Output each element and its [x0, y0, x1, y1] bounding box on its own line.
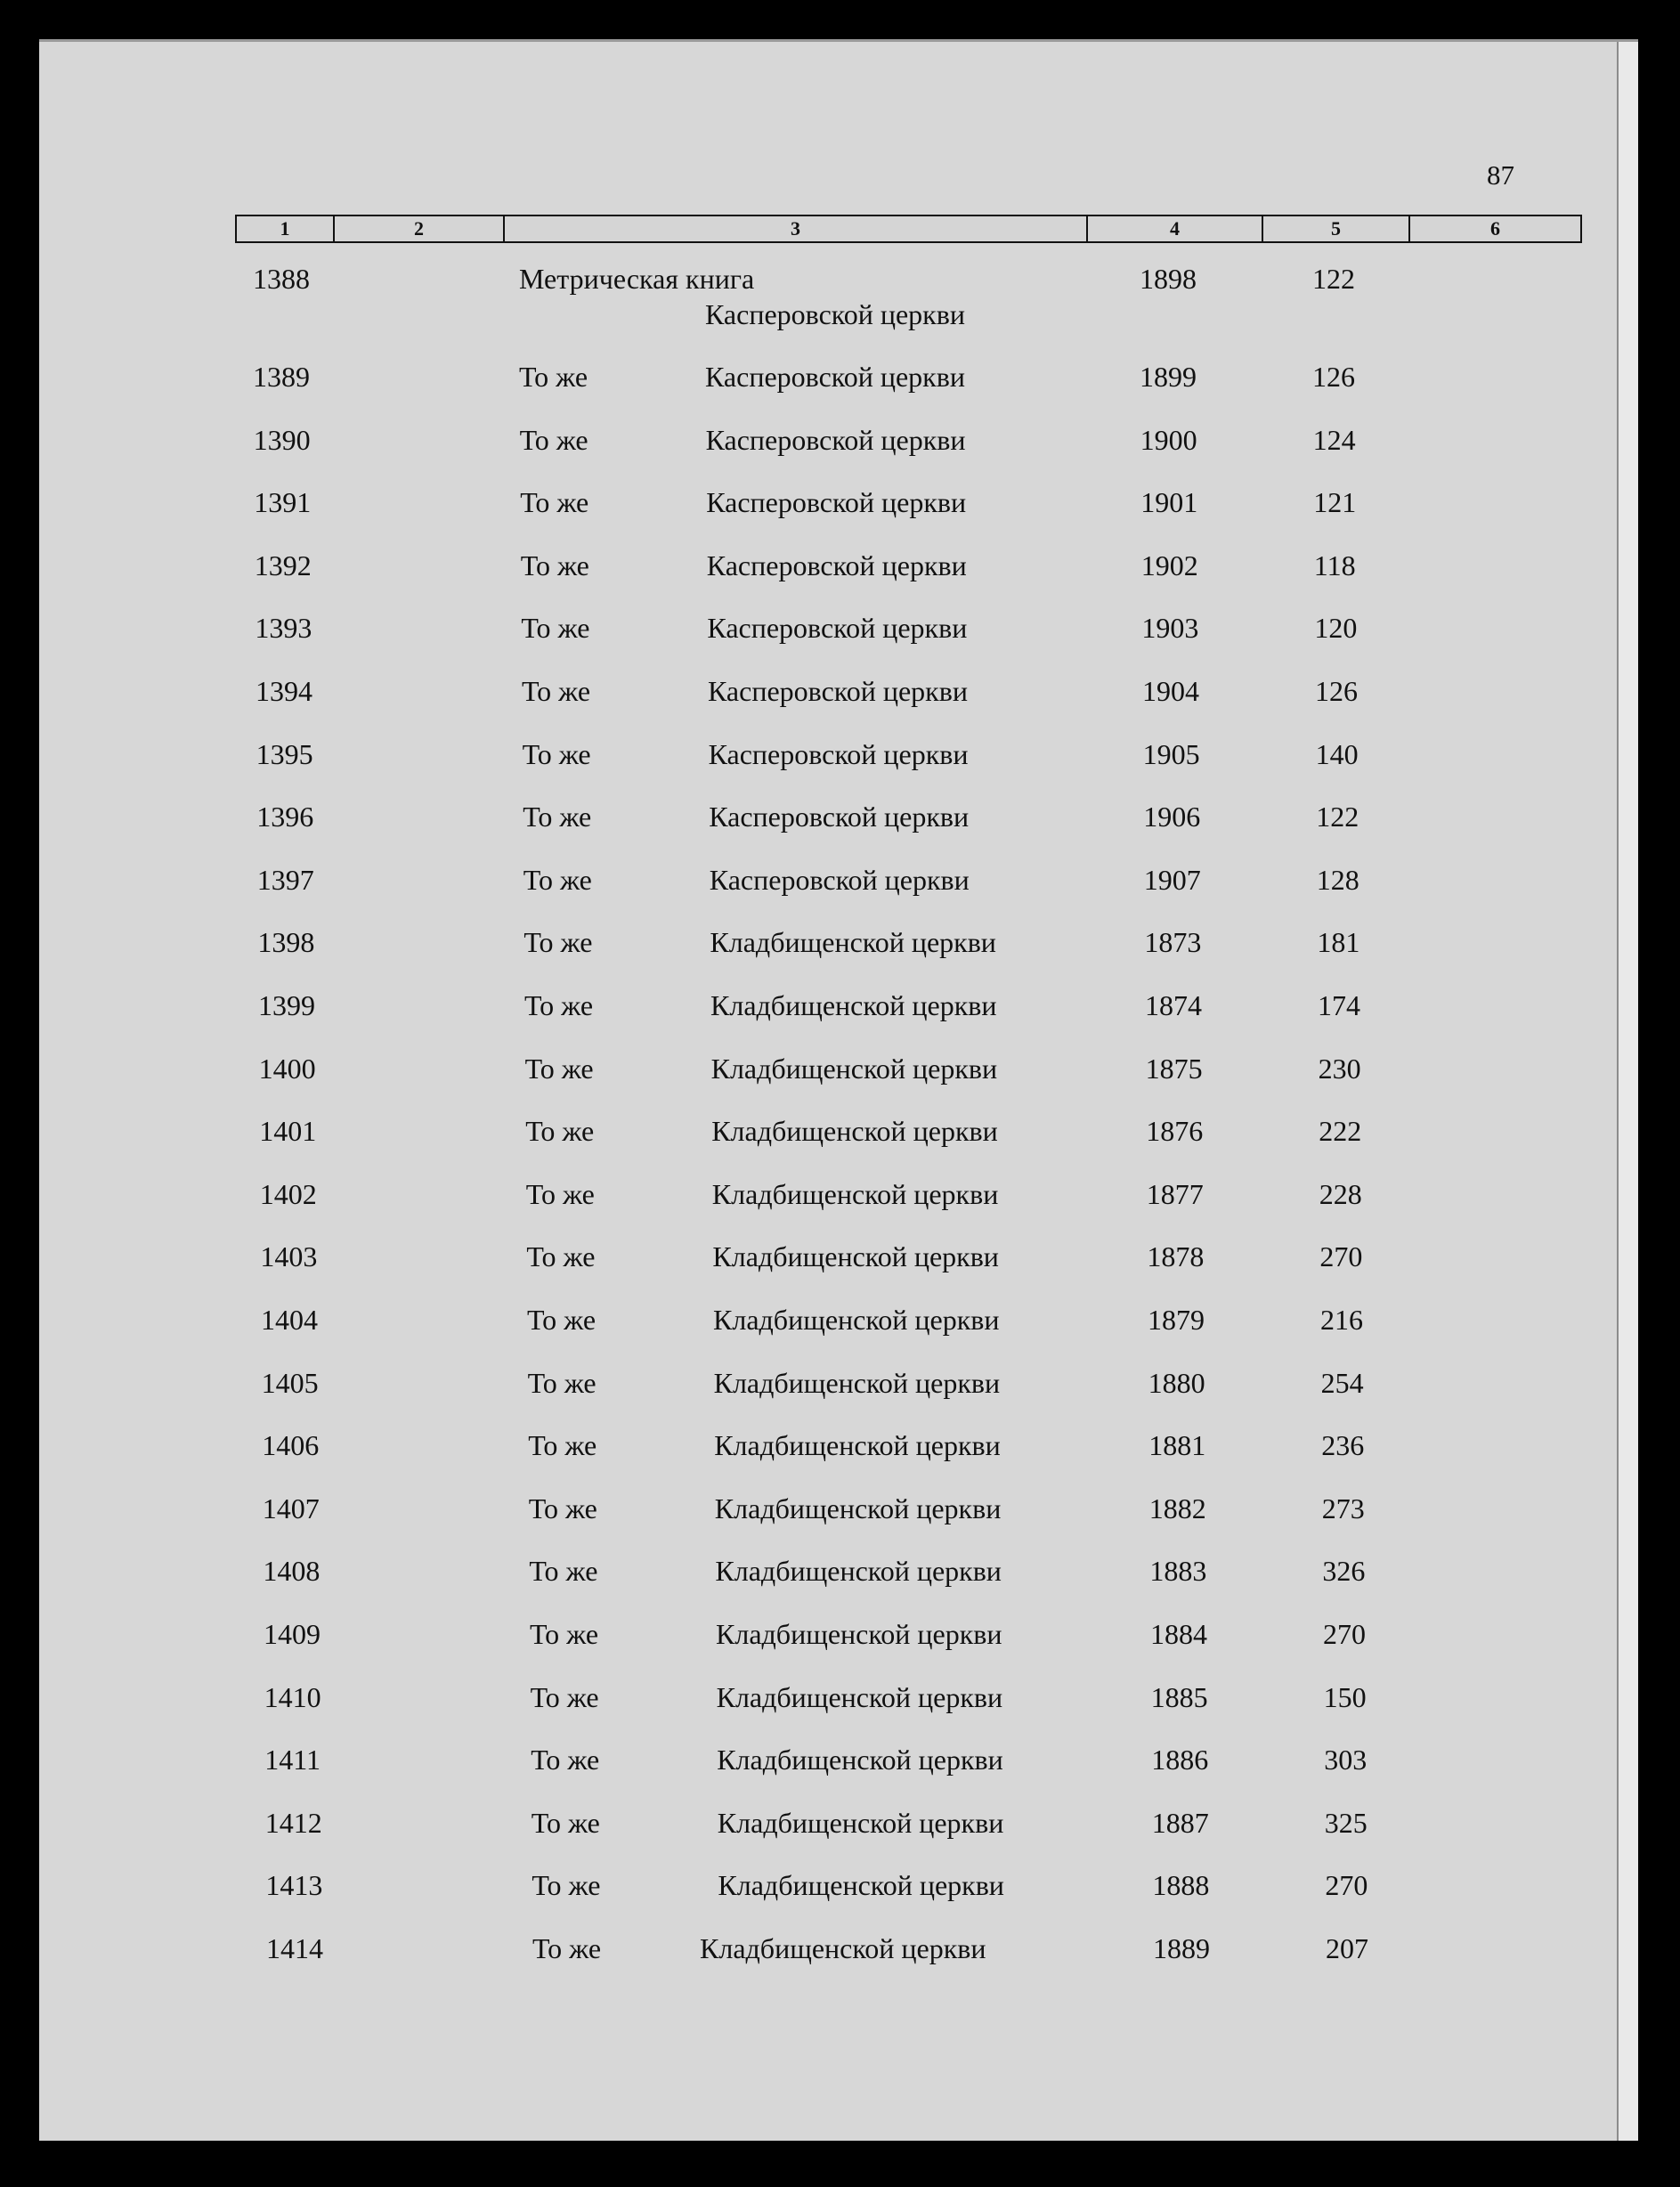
entry-church: Касперовской церкви	[705, 361, 965, 393]
entry-year: 1904	[1142, 675, 1199, 707]
entry-count: 150	[1323, 1680, 1367, 1713]
entry-church: Касперовской церкви	[709, 801, 970, 833]
entry-year: 1873	[1144, 926, 1202, 959]
entry-label: То же	[530, 1680, 599, 1713]
table-row	[39, 1869, 1638, 1914]
table-row	[39, 549, 1638, 594]
entry-church: Кладбищенской церкви	[716, 1618, 1002, 1650]
entry-count: 174	[1318, 989, 1360, 1021]
entry-year: 1875	[1145, 1052, 1203, 1085]
entry-label: То же	[524, 989, 594, 1021]
entry-year: 1898	[1140, 263, 1197, 295]
entry-number: 1400	[258, 1052, 316, 1085]
table-row	[39, 612, 1638, 656]
column-header: 3	[505, 216, 1088, 241]
entries-list	[39, 42, 1638, 2141]
entry-number: 1404	[261, 1304, 318, 1336]
entry-count: 222	[1319, 1115, 1362, 1148]
entry-number: 1406	[262, 1429, 320, 1462]
entry-number: 1407	[262, 1492, 320, 1524]
table-row	[39, 1240, 1638, 1285]
page-number: 87	[1487, 159, 1514, 191]
entry-count: 270	[1325, 1869, 1368, 1902]
entry-label: То же	[531, 1806, 600, 1839]
table-row	[39, 361, 1638, 405]
entry-count: 236	[1321, 1429, 1365, 1462]
column-header: 2	[335, 216, 505, 241]
entry-church: Касперовской церкви	[708, 675, 968, 707]
entry-label: То же	[522, 737, 591, 770]
entry-count: 228	[1319, 1177, 1362, 1210]
entry-church: Касперовской церкви	[706, 549, 967, 581]
entry-number: 1405	[261, 1366, 319, 1399]
entry-label: То же	[532, 1869, 601, 1902]
table-row	[39, 424, 1638, 468]
entry-label: То же	[523, 801, 592, 833]
entry-year: 1881	[1148, 1429, 1206, 1462]
entry-count: 124	[1312, 423, 1356, 456]
table-row	[39, 738, 1638, 783]
entry-label: То же	[531, 1744, 600, 1776]
entry-label: То же	[526, 1240, 596, 1273]
entry-label: То же	[524, 1052, 594, 1085]
entry-count: 230	[1318, 1052, 1361, 1085]
entry-year: 1885	[1150, 1680, 1208, 1713]
entry-label: То же	[525, 1115, 595, 1148]
entry-year: 1876	[1146, 1115, 1204, 1148]
entry-year: 1902	[1140, 549, 1198, 581]
entry-church: Кладбищенской церкви	[716, 1680, 1003, 1713]
entry-year: 1899	[1140, 361, 1197, 393]
entry-year: 1903	[1141, 612, 1199, 645]
entry-label: То же	[529, 1555, 598, 1588]
entry-year: 1900	[1140, 423, 1197, 456]
entry-label: То же	[523, 926, 593, 959]
table-row	[39, 1115, 1638, 1159]
entry-year: 1883	[1149, 1555, 1207, 1588]
entry-year: 1888	[1152, 1869, 1210, 1902]
entry-church: Кладбищенской церкви	[713, 1366, 1001, 1399]
entry-count: 128	[1316, 863, 1359, 896]
entry-church: Кладбищенской церкви	[715, 1555, 1002, 1588]
column-header: 1	[237, 216, 335, 241]
entry-church: Кладбищенской церкви	[711, 1115, 998, 1148]
entry-church: Кладбищенской церкви	[710, 926, 996, 959]
table-row	[39, 1807, 1638, 1851]
entry-number: 1414	[266, 1932, 323, 1964]
entry-count: 273	[1321, 1492, 1365, 1524]
table-row	[39, 801, 1638, 845]
column-header: 5	[1263, 216, 1410, 241]
entry-year: 1886	[1151, 1744, 1209, 1776]
entry-label: То же	[519, 361, 588, 393]
entry-church: Касперовской церкви	[707, 612, 968, 645]
entry-title: Метрическая книга	[519, 263, 755, 295]
entry-church: Кладбищенской церкви	[711, 1177, 999, 1210]
entry-number: 1413	[265, 1869, 323, 1902]
entry-count: 140	[1315, 737, 1359, 770]
entry-count: 303	[1324, 1744, 1368, 1776]
entry-count: 126	[1312, 361, 1355, 393]
table-row	[39, 1178, 1638, 1223]
entry-count: 216	[1320, 1304, 1363, 1336]
entry-number: 1412	[264, 1806, 322, 1839]
entry-number: 1399	[258, 989, 315, 1021]
entry-church: Кладбищенской церкви	[713, 1304, 1000, 1336]
entry-year: 1879	[1148, 1304, 1205, 1336]
entry-number: 1390	[253, 423, 311, 456]
entry-church: Касперовской церкви	[705, 298, 965, 330]
column-header: 4	[1088, 216, 1263, 241]
entry-count: 326	[1322, 1555, 1366, 1588]
table-row	[39, 1053, 1638, 1097]
entry-year: 1889	[1153, 1932, 1210, 1964]
entry-number: 1402	[259, 1177, 317, 1210]
entry-year: 1905	[1142, 737, 1200, 770]
entry-number: 1395	[256, 737, 313, 770]
entry-label: То же	[528, 1429, 597, 1462]
entry-number: 1397	[256, 863, 314, 896]
entry-label: То же	[520, 486, 589, 519]
entry-count: 270	[1323, 1618, 1366, 1650]
entry-church: Кладбищенской церкви	[717, 1744, 1003, 1776]
entry-year: 1882	[1148, 1492, 1206, 1524]
entry-number: 1408	[263, 1555, 321, 1588]
entry-church: Кладбищенской церкви	[710, 1052, 998, 1085]
entry-number: 1394	[256, 675, 312, 707]
entry-label: То же	[527, 1304, 597, 1336]
entry-church: Касперовской церкви	[706, 486, 967, 519]
entry-label: То же	[523, 863, 592, 896]
entry-church: Касперовской церкви	[705, 423, 966, 456]
entry-count: 118	[1313, 549, 1356, 581]
entry-year: 1877	[1146, 1177, 1204, 1210]
entry-church: Кладбищенской церкви	[712, 1240, 999, 1273]
entry-label: То же	[522, 675, 591, 707]
entry-church: Кладбищенской церкви	[714, 1492, 1002, 1524]
entry-label: То же	[519, 423, 588, 456]
entry-label: То же	[528, 1492, 597, 1524]
entry-label: То же	[521, 612, 590, 645]
entry-church: Кладбищенской церкви	[700, 1932, 986, 1964]
entry-church: Кладбищенской церкви	[718, 1869, 1004, 1902]
column-header: 6	[1490, 217, 1500, 240]
entry-number: 1411	[264, 1744, 321, 1776]
entry-count: 207	[1326, 1932, 1368, 1964]
entry-count: 121	[1313, 486, 1357, 519]
entry-count: 120	[1314, 612, 1358, 645]
table-row	[39, 864, 1638, 908]
entry-number: 1401	[259, 1115, 317, 1148]
entry-number: 1388	[253, 263, 310, 295]
entry-year: 1901	[1140, 486, 1198, 519]
entry-church: Касперовской церкви	[708, 737, 969, 770]
entry-label: То же	[520, 549, 589, 581]
entry-church: Кладбищенской церкви	[717, 1806, 1004, 1839]
entry-count: 122	[1312, 263, 1355, 295]
entry-year: 1878	[1147, 1240, 1205, 1273]
entry-number: 1398	[257, 926, 315, 959]
table-row	[39, 1618, 1638, 1663]
entry-number: 1410	[264, 1680, 321, 1713]
entry-number: 1403	[260, 1240, 318, 1273]
entry-label: То же	[527, 1366, 597, 1399]
entry-year: 1880	[1148, 1366, 1205, 1399]
table-row	[39, 1681, 1638, 1726]
entry-label: То же	[530, 1618, 599, 1650]
entry-church: Кладбищенской церкви	[710, 989, 997, 1021]
entry-count: 181	[1317, 926, 1360, 959]
entry-number: 1393	[255, 612, 312, 645]
table-row	[39, 1429, 1638, 1474]
entry-number: 1391	[254, 486, 312, 519]
entry-label: То же	[525, 1177, 595, 1210]
entry-year: 1874	[1145, 989, 1202, 1021]
entry-number: 1396	[256, 801, 314, 833]
entry-year: 1887	[1151, 1806, 1209, 1839]
table-row	[39, 486, 1638, 531]
entry-number: 1389	[253, 361, 310, 393]
entry-number: 1392	[254, 549, 312, 581]
table-row	[39, 298, 1638, 343]
entry-church: Кладбищенской церкви	[714, 1429, 1001, 1462]
entry-year: 1884	[1150, 1618, 1207, 1650]
table-row	[39, 1367, 1638, 1411]
entry-number: 1409	[264, 1618, 321, 1650]
entry-count: 122	[1316, 801, 1359, 833]
table-row	[39, 989, 1638, 1034]
entry-year: 1907	[1143, 863, 1201, 896]
entry-count: 325	[1324, 1806, 1368, 1839]
document-page	[39, 39, 1638, 2141]
entry-church: Касперовской церкви	[709, 863, 970, 896]
table-row	[39, 926, 1638, 971]
table-row	[39, 675, 1638, 720]
entry-year: 1906	[1143, 801, 1201, 833]
table-row	[39, 1932, 1638, 1977]
entry-count: 254	[1320, 1366, 1364, 1399]
entry-count: 270	[1319, 1240, 1363, 1273]
entry-label: То же	[532, 1932, 602, 1964]
table-row	[39, 1304, 1638, 1348]
table-row	[39, 1555, 1638, 1599]
table-row	[39, 1744, 1638, 1788]
table-row	[39, 1492, 1638, 1537]
entry-count: 126	[1315, 675, 1358, 707]
